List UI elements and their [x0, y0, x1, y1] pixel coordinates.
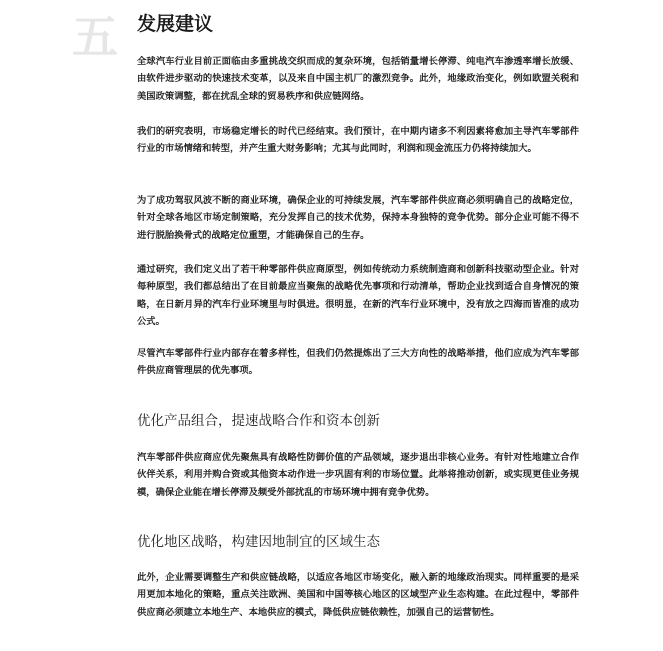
chapter-title: 发展建议	[137, 13, 214, 35]
paragraph-three-directions: 尽管汽车零部件行业内部存在着多样性，但我们仍然提炼出了三大方向性的战略举措，他们应成为汽车零部件供应商管理层的优先事项。	[137, 348, 579, 377]
section-body-portfolio: 汽车零部件供应商应优先聚焦具有战略性防御价值的产品领域，逐步退出非核心业务。有针对性地建立合作伙伴关系，利用并购合资或其他资本动作进一步巩固有利的市场位置。此举将推动创新，或实现更佳业务规模，确保企业能在增长停滞及频受外部扰乱的市场环境中拥有竞争优势。	[137, 452, 579, 498]
section-heading-portfolio: 优化产品组合，提速战略合作和资本创新	[137, 413, 380, 429]
section-body-regional: 此外，企业需要调整生产和供应链战略，以适应各地区市场变化，融入新的地缘政治现实。同样重要的是采用更加本地化的策略，重点关注欧洲、美国和中国等核心地区的区域型产业生态构建。在此过程中，零部件供应商必须建立本地生产、本地供应的模式，降低供应链依赖性，加强自己的运营韧性。	[137, 572, 579, 618]
paragraph-market-outlook: 我们的研究表明，市场稳定增长的时代已经结束。我们预计，在中期内诸多不利因素将愈加主导汽车零部件行业的市场情绪和转型，并产生重大财务影响；尤其与此同时，利润和现金流压力仍将持续加大。	[137, 126, 579, 155]
paragraph-strategic-positioning: 为了成功驾驭风波不断的商业环境，确保企业的可持续发展，汽车零部件供应商必须明确自己的战略定位，针对全球各地区市场定制策略，充分发挥自己的技术优势，保持本身独特的竞争优势。部分企业可能不得不进行脱胎换骨式的战略定位重塑，才能确保自己的生存。	[137, 195, 579, 241]
section-heading-regional: 优化地区战略，构建因地制宜的区域生态	[137, 534, 380, 550]
chapter-number: 五	[72, 10, 118, 64]
paragraph-intro: 全球汽车行业目前正面临由多重挑战交织而成的复杂环境，包括销量增长停滞、纯电汽车渗透率增长放缓、由软件进步驱动的快速技术变革，以及来自中国主机厂的激烈竞争。此外，地缘政治变化，例如欧盟关税和美国政策调整，都在扰乱全球的贸易秩序和供应链网络。	[137, 56, 579, 102]
paragraph-supplier-archetypes: 通过研究，我们定义出了若干种零部件供应商原型，例如传统动力系统制造商和创新科技驱动型企业。针对每种原型，我们都总结出了在目前最应当聚焦的战略优先事项和行动清单，帮助企业找到适合自身情况的策略，在日新月异的汽车行业环境里与时俱进。很明显，在新的汽车行业环境中，没有放之四海而皆准的成功公式。	[137, 264, 579, 328]
